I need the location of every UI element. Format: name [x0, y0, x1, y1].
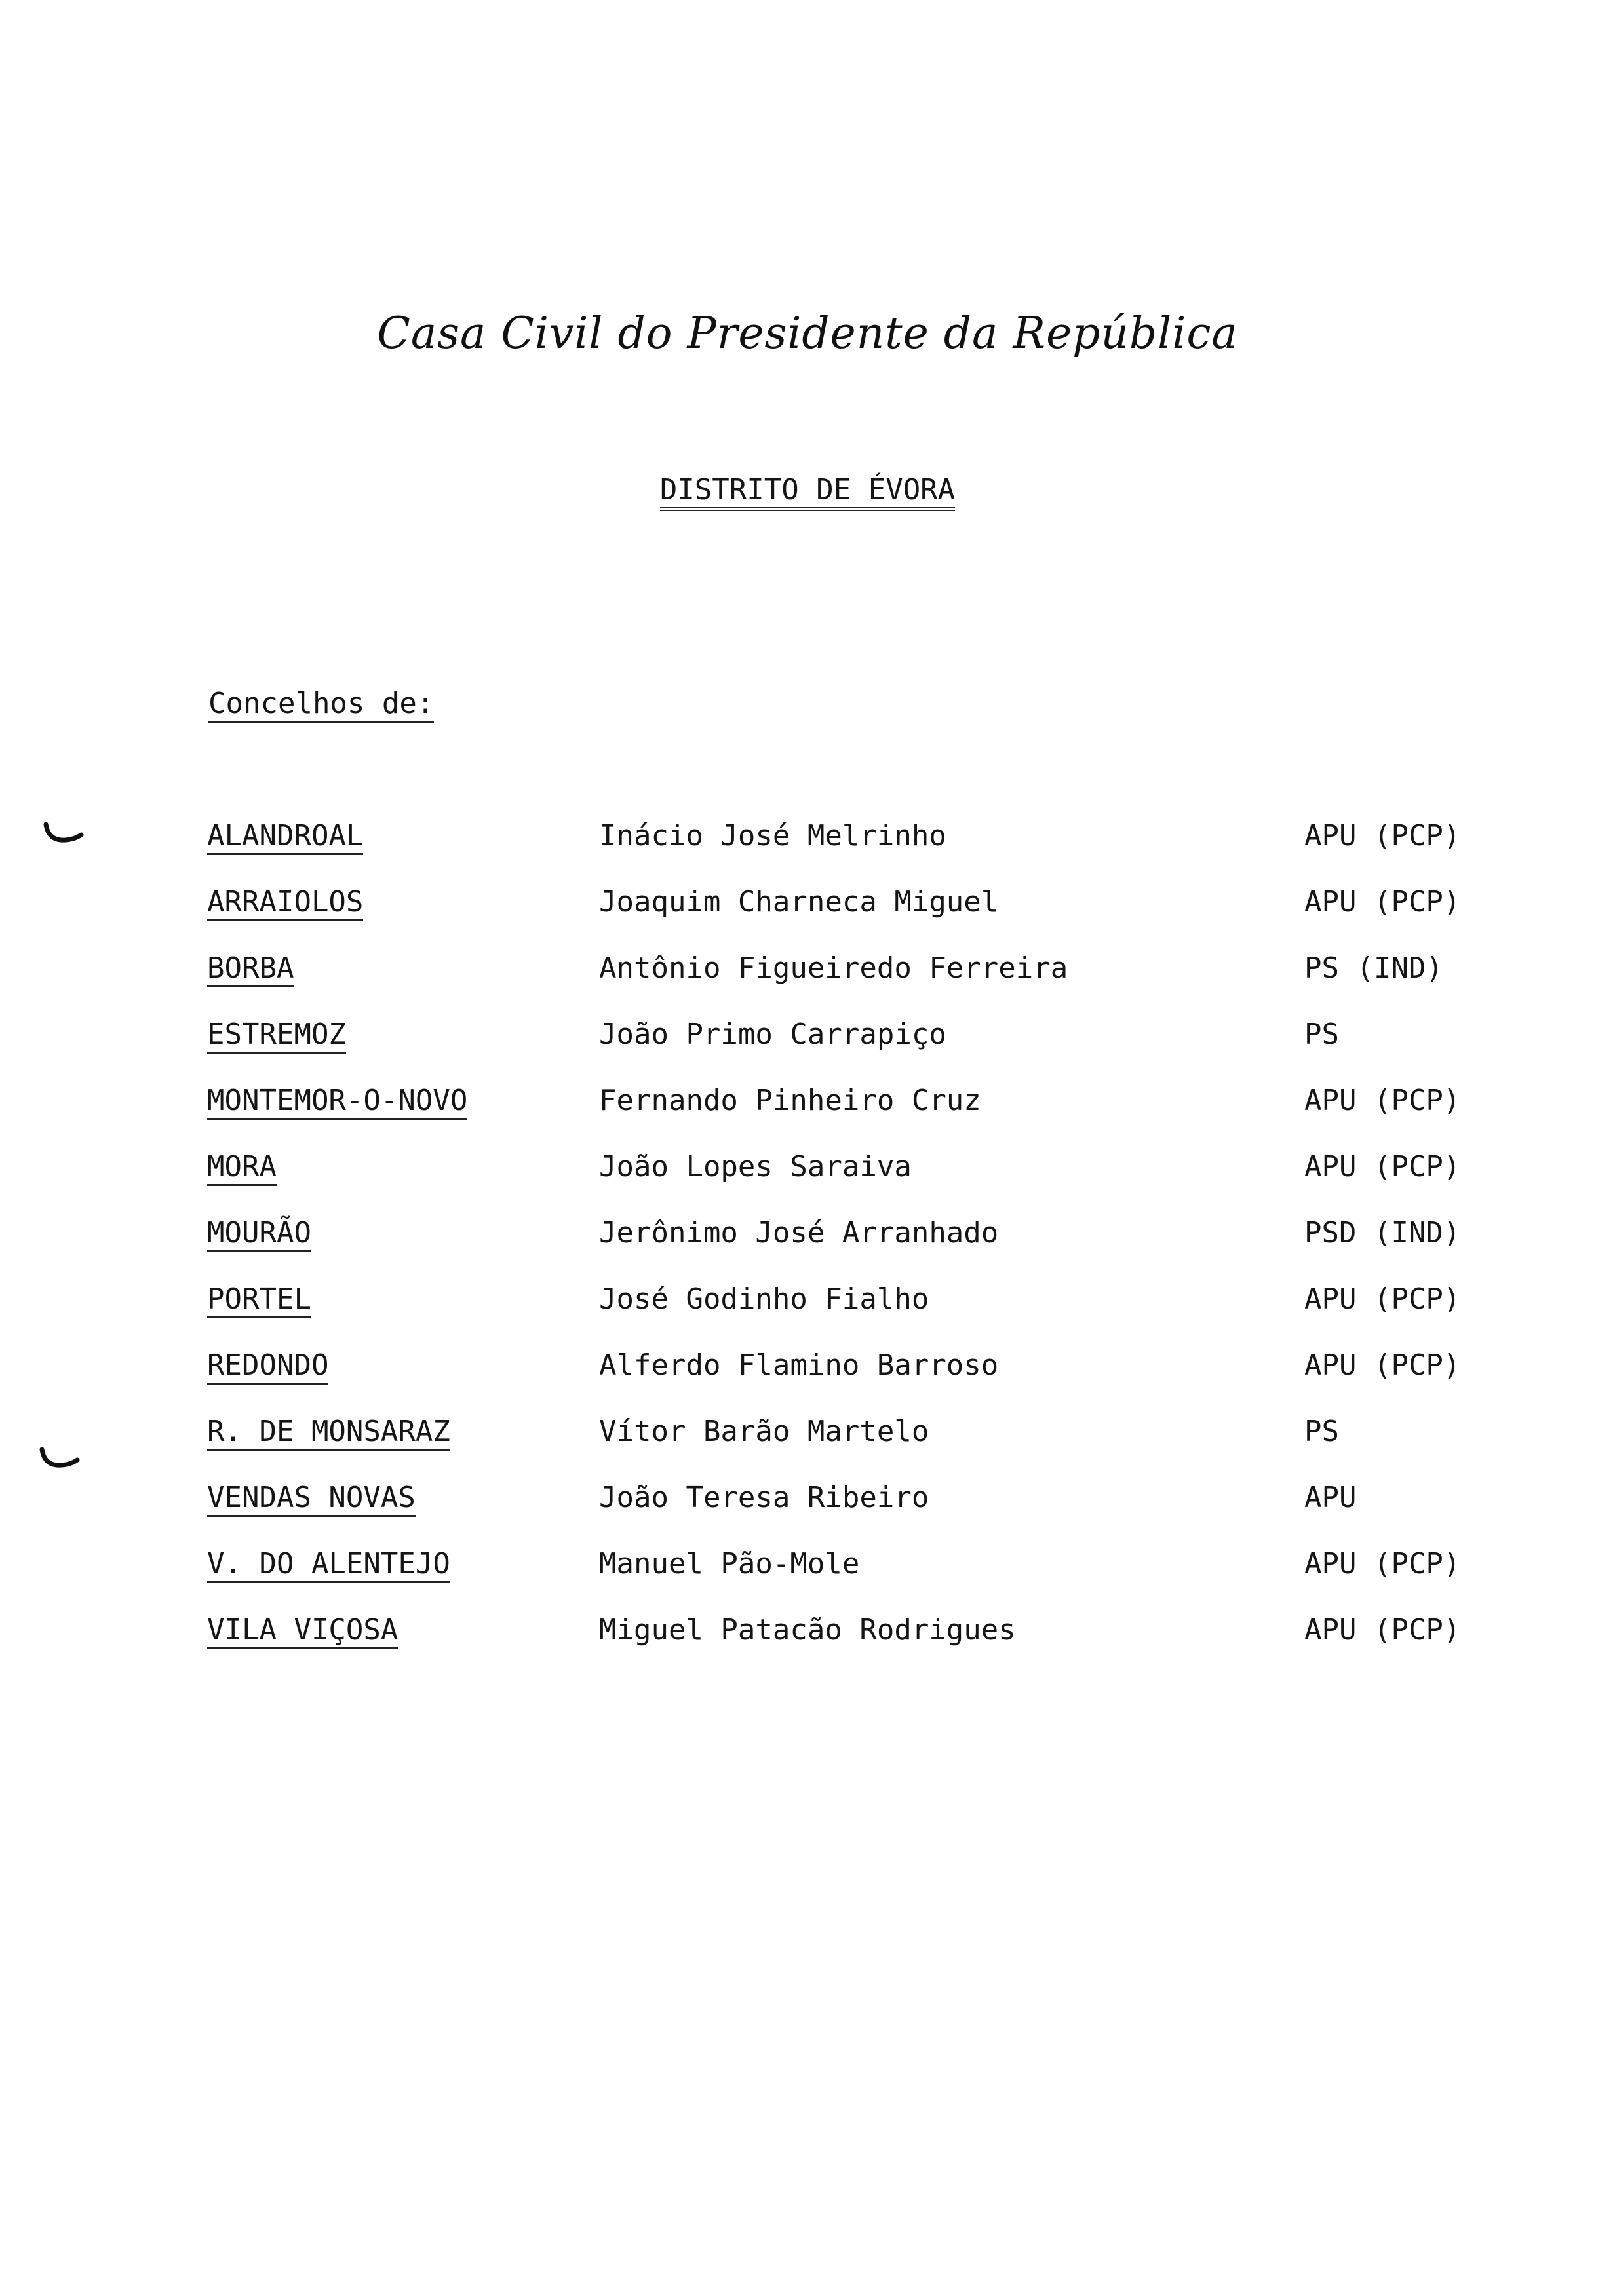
- mayor-name: Vítor Barão Martelo: [599, 1415, 929, 1448]
- table-row: [0, 1615, 1615, 1654]
- subtitle: [208, 687, 434, 723]
- mayor-name: Manuel Pão-Mole: [599, 1547, 860, 1580]
- party: PS (IND): [1304, 951, 1443, 985]
- mayor-name: João Primo Carrapiço: [599, 1018, 946, 1051]
- mayor-name: João Teresa Ribeiro: [599, 1481, 929, 1514]
- municipio-name: PORTEL: [207, 1284, 311, 1318]
- mayor-name: Miguel Patacão Rodrigues: [599, 1613, 1016, 1647]
- table-row: [0, 953, 1615, 992]
- table-row: [0, 1019, 1615, 1058]
- municipio-name: ARRAIOLOS: [207, 887, 363, 921]
- party: APU (PCP): [1304, 1547, 1461, 1580]
- table-row: [0, 1416, 1615, 1455]
- table-row: [0, 1482, 1615, 1521]
- district-title: DISTRITO DE ÉVORA: [660, 474, 955, 511]
- mayor-name: João Lopes Saraiva: [599, 1150, 912, 1183]
- table-row: [0, 1217, 1615, 1257]
- table-row: [0, 1350, 1615, 1389]
- concelhos-label: Concelhos de:: [208, 688, 434, 723]
- page-title: [0, 473, 1615, 511]
- party: APU (PCP): [1304, 1150, 1461, 1183]
- party: APU (PCP): [1304, 1349, 1461, 1382]
- mayor-name: Jerônimo José Arranhado: [599, 1216, 999, 1250]
- table-row: [0, 820, 1615, 860]
- letterhead: Casa Civil do Presidente da República: [377, 308, 1238, 358]
- table-row: [0, 1151, 1615, 1191]
- table-row: [0, 1284, 1615, 1323]
- binder-hole-mark-icon: [39, 1447, 80, 1469]
- municipio-name: REDONDO: [207, 1350, 328, 1385]
- table-row: [0, 1085, 1615, 1124]
- municipio-name: MORA: [207, 1151, 277, 1186]
- party: APU (PCP): [1304, 819, 1461, 852]
- party: APU (PCP): [1304, 1084, 1461, 1117]
- municipio-name: MOURÃO: [207, 1217, 311, 1252]
- municipio-name: ESTREMOZ: [207, 1019, 346, 1054]
- mayor-name: Fernando Pinheiro Cruz: [599, 1084, 981, 1117]
- municipio-name: BORBA: [207, 953, 294, 987]
- mayor-name: Joaquim Charneca Miguel: [599, 885, 999, 919]
- party: PS: [1304, 1018, 1339, 1051]
- mayor-name: Antônio Figueiredo Ferreira: [599, 951, 1068, 985]
- table-row: [0, 887, 1615, 926]
- municipio-name: MONTEMOR-O-NOVO: [207, 1085, 467, 1120]
- municipio-name: V. DO ALENTEJO: [207, 1548, 450, 1583]
- party: APU (PCP): [1304, 885, 1461, 919]
- party: PS: [1304, 1415, 1339, 1448]
- binder-hole-mark-icon: [43, 822, 84, 844]
- municipio-name: VILA VIÇOSA: [207, 1615, 398, 1649]
- municipio-name: ALANDROAL: [207, 820, 363, 855]
- mayor-name: José Godinho Fialho: [599, 1282, 929, 1316]
- mayor-name: Inácio José Melrinho: [599, 819, 946, 852]
- table-row: [0, 1548, 1615, 1588]
- party: APU: [1304, 1481, 1357, 1514]
- party: APU (PCP): [1304, 1613, 1461, 1647]
- party: PSD (IND): [1304, 1216, 1461, 1250]
- municipio-name: R. DE MONSARAZ: [207, 1416, 450, 1451]
- municipio-name: VENDAS NOVAS: [207, 1482, 416, 1517]
- mayor-name: Alferdo Flamino Barroso: [599, 1349, 999, 1382]
- party: APU (PCP): [1304, 1282, 1461, 1316]
